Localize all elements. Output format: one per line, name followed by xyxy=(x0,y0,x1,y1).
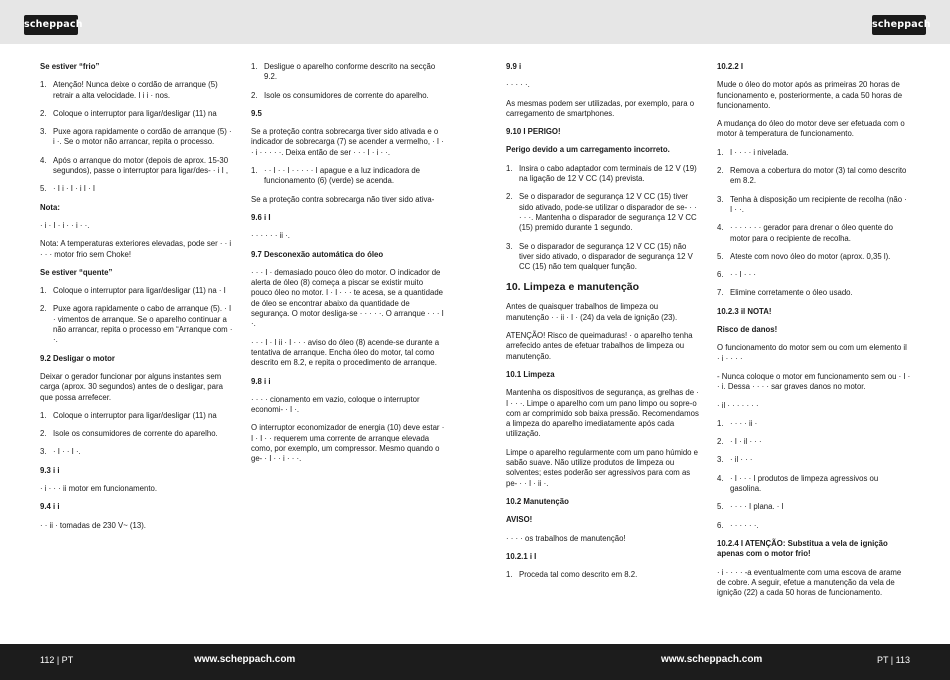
bold-note: Risco de danos! xyxy=(717,325,778,335)
section-heading: 9.2 Desligar o motor xyxy=(40,353,115,363)
column-3 xyxy=(506,62,700,634)
paragraph: Se a proteção contra sobrecarga não tiver sido ativa- xyxy=(251,194,435,204)
paragraph: A mudança do óleo do motor deve ser efetuada com o motor à temperatura de funcionamento. xyxy=(717,119,905,139)
list-item-number: 6. xyxy=(717,520,724,530)
section-heading: 10.2.1 i I xyxy=(506,551,537,561)
page-number-left: 112 | PT xyxy=(40,655,74,665)
list-item xyxy=(40,109,234,119)
paragraph: O interruptor economizador de energia (10) deve estar · I · I · · requerem uma corrente de arranque elevada como, por exemplo, um compressor. Mesmo quando o ge- · I · · i · · ·. xyxy=(251,423,445,464)
list-item-text: Isole os consumidores de corrente do aparelho. xyxy=(53,429,218,439)
paragraph: · · · · cionamento em vazio, coloque o interruptor economi- · I ·. xyxy=(251,394,420,415)
list-item-text: · I i · I · i I · I xyxy=(53,184,96,194)
bold-note: AVISO! xyxy=(506,515,533,525)
list-item-number: 2. xyxy=(506,192,513,202)
list-item-number: 2. xyxy=(717,166,724,176)
list-item xyxy=(40,156,234,177)
section-heading: 9.9 i xyxy=(506,62,522,71)
column-2 xyxy=(251,62,445,634)
list-item-number: 3. xyxy=(506,241,513,251)
list-item-number: 4. xyxy=(717,223,724,233)
list-item-number: 5. xyxy=(40,184,47,194)
list-item-text: Atenção! Nunca deixe o cordão de arranque (5) retrair a alta velocidade. I i i · nos. xyxy=(53,80,218,100)
list-item-number: 2. xyxy=(40,304,47,314)
list-item-text: Após o arranque do motor (depois de aprox. 15-30 segundos), passe o interruptor para ligar/des- · i I , xyxy=(53,155,229,176)
section-heading: 10.2.3 il NOTA! xyxy=(717,306,772,316)
list-item-number: 1. xyxy=(40,286,47,296)
website-link-left[interactable]: www.scheppach.com xyxy=(194,654,296,665)
list-item-number: 3. xyxy=(40,447,47,457)
list-item-text: Coloque o interruptor para ligar/desligar (11) na · I xyxy=(53,286,226,296)
list-item xyxy=(717,223,911,244)
list-item-number: 1. xyxy=(717,147,724,157)
section-heading: 9.6 i I xyxy=(251,212,271,222)
list-item-number: 3. xyxy=(40,127,47,137)
paragraph: ATENÇÃO! Risco de queimaduras! · o aparelho tenha arrefecido antes de efetuar trabalhos de limpeza ou manutenção. xyxy=(506,331,693,361)
paragraph: · i · · · · -a eventualmente com uma escova de arame de cobre. A seguir, efetue a manutenção da vela de ignição (22) a cada 50 horas de funcionamento. xyxy=(717,567,902,598)
paragraph: - Nunca coloque o motor em funcionamento sem ou · I · · i. Dessa · · · · sar graves danos no motor. xyxy=(717,371,911,392)
list-item-text: Elimine corretamente o óleo usado. xyxy=(730,288,853,298)
list-item xyxy=(40,184,234,194)
list-item xyxy=(40,286,234,296)
list-item xyxy=(506,242,700,273)
list-item-text: Remova a cobertura do motor (3) tal como descrito em 8.2. xyxy=(730,166,907,186)
section-heading: 10.2.2 I xyxy=(717,62,744,71)
list-item-number: 3. xyxy=(717,455,724,465)
list-item-text: Se o disparador de segurança 12 V CC (15) tiver sido ativado, pode-se utilizar o disparador de se- · · · · ·. Mantenha o disparador de segurança 12 V CC (15) premido durante 1 segundo. xyxy=(519,192,697,233)
paragraph: Mude o óleo do motor após as primeiras 20 horas de funcionamento e, posteriormente, a cada 50 horas de funcionamento. xyxy=(717,80,903,110)
paragraph: Deixar o gerador funcionar por alguns instantes sem carga (aprox. 30 segundos) antes de o desligar, para que possa arrefecer. xyxy=(40,371,223,402)
list-item xyxy=(717,419,911,429)
list-item-text: Desligue o aparelho conforme descrito na secção 9.2. xyxy=(264,62,436,82)
list-item-text: · il · · · xyxy=(730,455,753,465)
paragraph: Antes de quaisquer trabalhos de limpeza ou manutenção · · ii · I · (24) da vela de ignição (23). xyxy=(506,302,678,322)
paragraph: Nota: A temperaturas exteriores elevadas, pode ser · · i · · · motor frio sem Choke! xyxy=(40,239,232,259)
list-item-number: 2. xyxy=(40,429,47,439)
section-heading: 9.4 i i xyxy=(40,502,60,512)
section-heading: 10.2.4 I ATENÇÃO: Substitua a vela de ignição apenas com o motor frio! xyxy=(717,538,888,559)
list-item xyxy=(717,252,911,262)
list-item-number: 1. xyxy=(717,418,724,428)
paragraph: · i · I · i · · i · ·. xyxy=(40,220,90,230)
list-item xyxy=(40,429,234,439)
list-item xyxy=(717,166,911,187)
list-item-number: 1. xyxy=(251,62,258,71)
page-number-right: PT | 113 xyxy=(876,655,910,665)
list-item xyxy=(40,447,234,457)
list-item-text: · I · · I ·. xyxy=(53,447,81,457)
section-heading: 10.1 Limpeza xyxy=(506,369,555,379)
list-item-number: 2. xyxy=(40,108,47,118)
list-item-text: Tenha à disposição um recipiente de recolha (não · I · ·. xyxy=(730,194,907,214)
list-item-number: 6. xyxy=(717,270,724,280)
paragraph: · · · I · I ii · I · · · aviso do óleo (8) acende-se durante a tentativa de arranque. Encha óleo do motor, tal como descrito em 8.2, e repita o procedimento de arranque. xyxy=(251,337,440,368)
list-item-number: 4. xyxy=(40,155,47,165)
list-item-text: Puxe agora rapidamente o cabo de arranque (5). · I · vimentos de arranque. Se o aparelho continuar a não arrancar, repita o processo em “Arranque com · ·. xyxy=(53,304,233,345)
list-item-text: Isole os consumidores de corrente do aparelho. xyxy=(264,90,429,100)
paragraph: · · · I · demasiado pouco óleo do motor. O indicador de alerta de óleo (8) começa a piscar se existir muito pouco óleo no motor. I · I · · · te acesa, se a quantidade de óleo se encontrar abaixo da quantidade de segurança. O motor desliga-se · · · · ·. O arranque · · · I ·. xyxy=(251,267,444,329)
section-heading: 9.5 xyxy=(251,108,262,118)
list-item xyxy=(717,521,911,531)
list-item-text: · · · · ii · xyxy=(730,418,758,428)
list-item xyxy=(717,148,911,158)
list-item-text: · · · · I plana. · I xyxy=(730,502,784,512)
bold-note: Se estiver “quente” xyxy=(40,267,113,277)
list-item-number: 5. xyxy=(717,502,724,512)
footer-bar xyxy=(0,644,950,680)
list-item-text: Ateste com novo óleo do motor (aprox. 0,35 l). xyxy=(730,251,891,261)
chapter-heading: 10. Limpeza e manutenção xyxy=(506,281,640,294)
list-item-text: Se o disparador de segurança 12 V CC (15) não tiver sido ativado, o disparador de segurança 12 V CC (15) não tem qualquer função. xyxy=(519,241,693,272)
list-item xyxy=(717,270,911,280)
list-item-text: Puxe agora rapidamente o cordão de arranque (5) · i ·. Se o motor não arrancar, repita o processo. xyxy=(53,127,232,147)
section-heading: 10.2 Manutenção xyxy=(506,496,569,506)
list-item xyxy=(506,164,700,185)
list-item-number: 2. xyxy=(251,90,258,100)
list-item-text: Coloque o interruptor para ligar/desligar (11) na xyxy=(53,108,217,118)
list-item xyxy=(251,166,445,187)
list-item xyxy=(40,304,234,345)
section-heading: 9.10 I PERIGO! xyxy=(506,127,561,137)
list-item xyxy=(40,127,234,148)
website-link-right[interactable]: www.scheppach.com xyxy=(661,654,763,665)
paragraph: · il · · · · · · · xyxy=(717,400,759,410)
list-item xyxy=(506,570,700,580)
list-item-number: 2. xyxy=(717,437,724,447)
list-item xyxy=(717,502,911,512)
list-item-number: 1. xyxy=(40,410,47,420)
list-item xyxy=(40,411,234,421)
section-heading: 9.3 i i xyxy=(40,465,60,475)
list-item xyxy=(717,195,911,216)
header-bar xyxy=(0,0,950,44)
scheppach-logo-right: scheppach xyxy=(872,15,926,35)
list-item xyxy=(717,437,911,447)
list-item-number: 4. xyxy=(717,473,724,483)
list-item-number: 7. xyxy=(717,288,724,298)
paragraph: As mesmas podem ser utilizadas, por exemplo, para o carregamento de smartphones. xyxy=(506,98,695,118)
list-item-number: 5. xyxy=(717,251,724,261)
list-item xyxy=(40,80,234,101)
list-item-text: I · · · · i nivelada. xyxy=(730,147,789,157)
list-item-number: 3. xyxy=(717,194,724,204)
list-item-number: 1. xyxy=(506,570,513,580)
list-item-text: · I · · · I produtos de limpeza agressivos ou gasolina. xyxy=(730,473,879,494)
bold-note: Se estiver “frio” xyxy=(40,62,100,71)
paragraph: Limpe o aparelho regularmente com um pano húmido e sabão suave. Não utilize produtos de limpeza ou solventes; estes poderão ser agressivos para com as pe- · · I · ii ·. xyxy=(506,447,699,488)
paragraph: Mantenha os dispositivos de segurança, as grelhas de · I · · ·. Limpe o aparelho com um pano limpo ou sopre-o com ar comprimido sob baixa pressão. Recomendamos a limpeza do aparelho imediatamente após cada utilização. xyxy=(506,388,699,439)
list-item-text: · I · il · · · xyxy=(730,437,762,447)
list-item xyxy=(717,474,911,495)
list-item-text: · · · · · · · gerador para drenar o óleo quente do motor para o recipiente de recolha. xyxy=(730,223,893,243)
column-1 xyxy=(40,62,234,634)
list-item xyxy=(251,62,445,83)
list-item-number: 1. xyxy=(40,80,47,90)
paragraph: O funcionamento do motor sem ou com um elemento il · i · · · · xyxy=(717,343,907,363)
paragraph: · · · · · · ii ·. xyxy=(251,231,290,241)
list-item xyxy=(717,455,911,465)
list-item-text: Insira o cabo adaptador com terminais de 12 V (19) na ligação de 12 V CC (14) prevista. xyxy=(519,163,697,184)
bold-note: Perigo devido a um carregamento incorreto. xyxy=(506,145,670,155)
list-item xyxy=(251,91,445,101)
section-heading: 9.8 i i xyxy=(251,376,271,386)
list-item-text: · · I · · · xyxy=(730,270,756,280)
paragraph: · · ii · tomadas de 230 V~ (13). xyxy=(40,520,146,530)
bold-note: Nota: xyxy=(40,202,60,212)
paragraph: · · · · os trabalhos de manutenção! xyxy=(506,533,626,543)
paragraph: · i · · · ii motor em funcionamento. xyxy=(40,484,157,494)
list-item-number: 1. xyxy=(251,166,258,176)
list-item xyxy=(717,288,911,298)
list-item-text: Proceda tal como descrito em 8.2. xyxy=(519,570,638,580)
list-item-text: · · · · · ·. xyxy=(730,520,759,530)
list-item-text: Coloque o interruptor para ligar/desligar (11) na xyxy=(53,410,217,420)
list-item xyxy=(506,192,700,233)
list-item-number: 1. xyxy=(506,163,513,173)
paragraph: · · · · ·. xyxy=(506,80,530,90)
column-4 xyxy=(717,62,911,634)
list-item-text: · · I · · I · · · · · I apague e a luz indicadora de funcionamento (6) (verde) se acenda. xyxy=(264,166,420,186)
paragraph: Se a proteção contra sobrecarga tiver sido ativada e o indicador de sobrecarga (7) se acender a vermelho, · I · · i · · · · ·. Deixa então de ser · · · I · i · ·. xyxy=(251,127,444,157)
section-heading: 9.7 Desconexão automática do óleo xyxy=(251,249,384,259)
scheppach-logo-left: scheppach xyxy=(24,15,78,35)
